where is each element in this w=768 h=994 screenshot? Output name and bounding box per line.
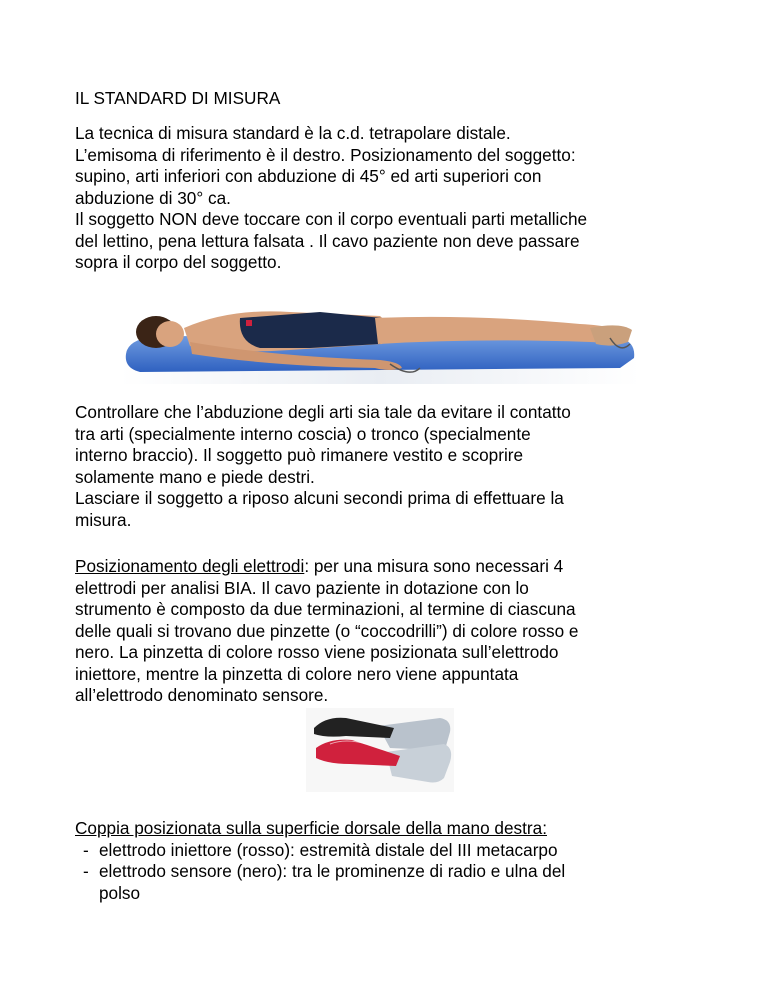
subject-feet [590,325,632,345]
text-line: supino, arti inferiori con abduzione di 45° ed arti superiori con [75,166,542,186]
text-line: tra arti (specialmente interno coscia) o tronco (specialmente [75,423,531,444]
section-heading: Coppia posizionata sulla superficie dorsale della mano destra: [75,818,547,838]
text-line: solamente mano e piede destri. [75,466,315,487]
text-line: misura. [75,509,132,530]
text-line: sopra il corpo del soggetto. [75,252,282,272]
text-line: strumento è composto da due terminazioni, al termine di ciascuna [75,599,576,619]
subject-head [156,321,184,347]
text-line [75,556,705,578]
supine-subject-photo [120,298,640,386]
text-line: delle quali si trovano due pinzette (o “coccodrilli”) di colore rosso e [75,620,579,641]
hand-electrodes-section [75,818,705,904]
subject-legs [375,317,626,344]
text-line: Il soggetto NON deve toccare con il corpo eventuali parti metalliche [75,209,588,229]
text-line: La tecnica di misura standard è la c.d. tetrapolare distale. [75,123,511,143]
dash-bullet: - [83,839,89,860]
text-line: Controllare che l’abduzione degli arti sia tale da evitare il contatto [75,402,571,422]
intro-paragraph [75,123,705,274]
list-item [75,861,705,904]
subject-swimsuit [240,312,387,348]
text-line: iniettore, mentre la pinzetta di colore nero viene appuntata [75,663,519,684]
electrode-positioning-paragraph [75,556,705,707]
text-line: abduzione di 30° ca. [75,187,231,208]
electrode-clips-photo [306,708,454,792]
page-title: IL STANDARD DI MISURA [75,88,281,108]
list-item-text: polso [99,882,141,903]
chest-clip [246,320,252,326]
electrode-list [75,840,705,905]
list-item-text: elettrodo sensore (nero): tra le prominenze di radio e ulna del [99,861,566,881]
dash-bullet: - [83,861,89,881]
text-line: elettrodi per analisi BIA. Il cavo paziente in dotazione con lo [75,577,529,598]
text-line: interno braccio). Il soggetto può rimanere vestito e scoprire [75,445,524,465]
text-line: Lasciare il soggetto a riposo alcuni secondi prima di effettuare la [75,488,564,508]
text-line: nero. La pinzetta di colore rosso viene posizionata sull’elettrodo [75,642,559,662]
abduction-paragraph [75,402,705,531]
text-line: L’emisoma di riferimento è il destro. Posizionamento del soggetto: [75,144,576,165]
list-item-text: elettrodo iniettore (rosso): estremità distale del III metacarpo [99,839,558,860]
list-item [75,840,705,862]
text-line: del lettino, pena lettura falsata . Il cavo paziente non deve passare [75,230,580,251]
text-fragment: : per una misura sono necessari 4 [304,556,564,576]
text-line: all’elettrodo denominato sensore. [75,685,329,705]
section-heading: Posizionamento degli elettrodi [75,556,305,576]
